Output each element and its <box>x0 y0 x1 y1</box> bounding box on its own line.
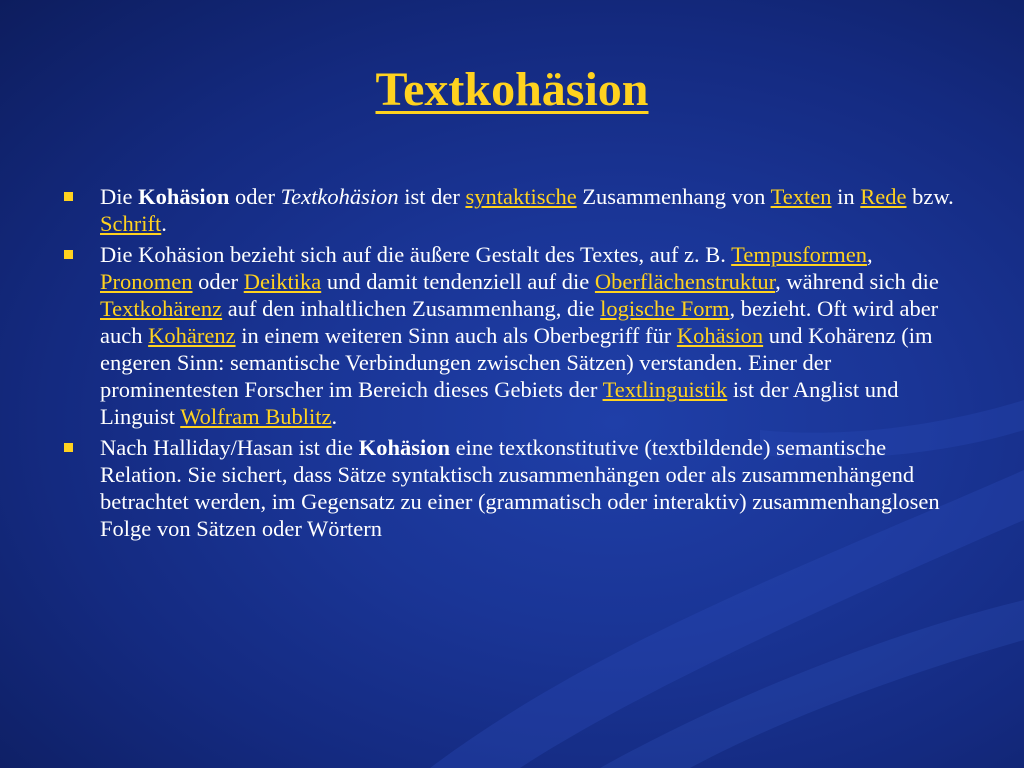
bold-term: Kohäsion <box>358 435 450 460</box>
link-wolfram-bublitz[interactable]: Wolfram Bublitz <box>180 404 332 429</box>
link-rede[interactable]: Rede <box>860 184 907 209</box>
italic-term: Textkohäsion <box>280 184 399 209</box>
bullet-item-1: Die Kohäsion oder Textkohäsion ist der syntaktische Zusammenhang von Texten in Rede bzw. Schrift. <box>62 183 962 237</box>
link-tempusformen[interactable]: Tempusformen <box>731 242 868 267</box>
link-textkohaerenz[interactable]: Textkohärenz <box>100 296 223 321</box>
bullet-item-3: Nach Halliday/Hasan ist die Kohäsion eine textkonstitutive (textbildende) semantische Relation. Sie sichert, dass Sätze syntaktisch zusammenhängen oder als zusammenhängend betrachtet werden, im Gegensatz zu einer (grammatisch oder interaktiv) zusammenhanglosen Folge von Sätzen oder Wörtern <box>62 434 962 542</box>
link-kohaesion[interactable]: Kohäsion <box>676 323 764 348</box>
link-deiktika[interactable]: Deiktika <box>243 269 322 294</box>
link-texten[interactable]: Texten <box>770 184 832 209</box>
link-oberflaechenstruktur[interactable]: Oberflächenstruktur <box>594 269 776 294</box>
bold-term: Kohäsion <box>138 184 230 209</box>
link-textlinguistik[interactable]: Textlinguistik <box>602 377 728 402</box>
slide-title: Textkohäsion <box>375 63 649 116</box>
link-pronomen[interactable]: Pronomen <box>100 269 193 294</box>
link-syntaktische[interactable]: syntaktische <box>465 184 577 209</box>
bullet-item-2: Die Kohäsion bezieht sich auf die äußere Gestalt des Textes, auf z. B. Tempusformen, Pronomen oder Deiktika und damit tendenziell auf die Oberflächenstruktur, während sich die Textkohärenz auf den inhaltlichen Zusammenhang, die logische Form, bezieht. Oft wird aber auch Kohärenz in einem weiteren Sinn auch als Oberbegriff für Kohäsion und Kohärenz (im engeren Sinn: semantische Verbindungen zwischen Sätzen) verstanden. Einer der prominentesten Forscher im Bereich dieses Gebiets der Textlinguistik ist der Anglist und Linguist Wolfram Bublitz. <box>62 241 962 430</box>
bullet-list <box>62 183 962 546</box>
link-logische-form[interactable]: logische Form <box>600 296 730 321</box>
square-bullet-icon <box>64 443 73 452</box>
square-bullet-icon <box>64 250 73 259</box>
square-bullet-icon <box>64 192 73 201</box>
link-schrift[interactable]: Schrift <box>100 211 162 236</box>
link-kohaerenz[interactable]: Kohärenz <box>148 323 236 348</box>
